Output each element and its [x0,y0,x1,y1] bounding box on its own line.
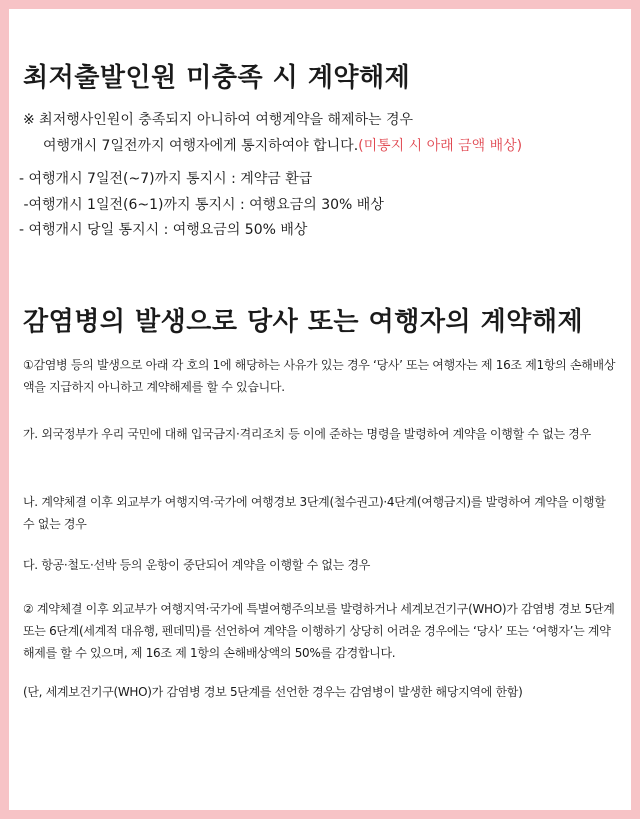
list-item: -여행개시 1일전(6~1)까지 통지시 : 여행요금의 30% 배상 [19,196,384,213]
notice-line: ※ 최저행사인원이 충족되지 아니하여 여행계약을 해제하는 경우 [23,112,414,128]
notice-line-indented [23,133,522,159]
document-page [9,9,631,810]
notice-text: 여행개시 7일전까지 여행자에게 통지하여야 합니다. [43,138,359,154]
paragraph: (단, 세계보건기구(WHO)가 감염병 경보 5단계를 선언한 경우는 감염병이 발생한 해당지역에 한함) [23,685,523,699]
list-item: - 여행개시 7일전(~7)까지 통지시 : 계약금 환급 [19,171,313,187]
paragraph: ①감염병 등의 발생으로 아래 각 호의 1에 해당하는 사유가 있는 경우 ‘당사’ 또는 여행자는 제 16조 제1항의 손해배상액을 지급하지 아니하고 계약해제를 할 수 있습니다. [23,358,616,394]
paragraph: 나. 계약체결 이후 외교부가 여행지역·국가에 여행경보 3단계(철수권고)·4단계(여행금지)를 발령하여 계약을 이행할 수 없는 경우 [23,495,606,531]
paragraph: ② 계약체결 이후 외교부가 여행지역·국가에 특별여행주의보를 발령하거나 세계보건기구(WHO)가 감염병 경보 5단계 또는 6단계(세계적 대유행, 펜데믹)를 선언하여 계약을 이행하기 상당히 어려운 경우에는 ‘당사’ 또는 ‘여행자’는 계약해제를 할 수 있으며, 제 16조 제 1항의 손해배상액의 50%를 감경합니다. [23,602,615,660]
section-title-epidemic: 감염병의 발생으로 당사 또는 여행자의 계약해제 [23,307,584,337]
notice-red-text: (미통지 시 아래 금액 배상) [358,138,523,154]
paragraph: 가. 외국정부가 우리 국민에 대해 입국금지·격리조치 등 이에 준하는 명령을 발령하여 계약을 이행할 수 없는 경우 [23,427,591,441]
compensation-list [19,167,384,244]
list-item: - 여행개시 당일 통지시 : 여행요금의 50% 배상 [19,222,308,238]
notice-block [23,107,522,159]
section-title-min-participants: 최저출발인원 미충족 시 계약해제 [23,63,411,93]
paragraph: 다. 항공·철도·선박 등의 운항이 중단되어 계약을 이행할 수 없는 경우 [23,558,371,572]
